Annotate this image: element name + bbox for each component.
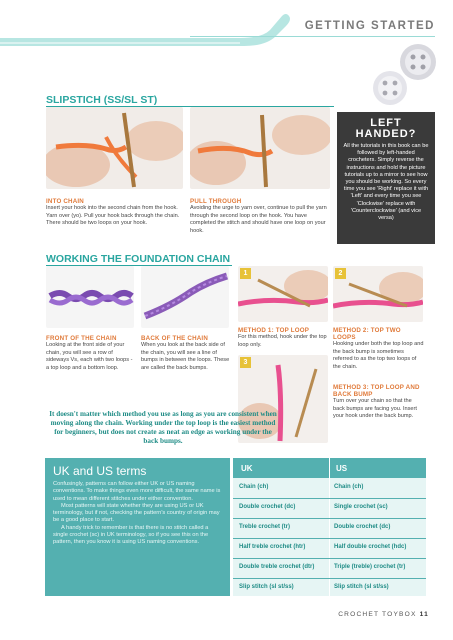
caption-body: Looking at the front side of your chain, you will see a row of sideways Vs, each with two loops - a top loop and a bottom loop. (46, 342, 133, 371)
step-body: Insert your hook into the second chain from the hook. Yarn over (yo). Pull your hook back through the chain. There should be two loops on your hook. (46, 205, 180, 227)
table-cell: Slip stitch (sl st/ss) (239, 584, 294, 590)
page-number: 11 (419, 611, 429, 618)
method-3-caption (333, 384, 425, 421)
table-cell: Chain (ch) (334, 484, 364, 490)
buttons-decoration (370, 40, 450, 120)
section-title-foundation: WORKING THE FOUNDATION CHAIN (46, 253, 231, 265)
caption-title: METHOD 2: TOP TWO LOOPS (333, 327, 401, 341)
photo-back-of-chain (141, 266, 229, 328)
photo-method-2 (333, 266, 423, 322)
panel-title: UK and US terms (53, 464, 147, 478)
method-1-caption (238, 327, 330, 349)
callout-body: All the tutorials in this book can be followed by left-handed crocheters. Simply reverse the instructions and hold the picture tutorials up to a mirror to see how you should be working. So every time you see 'Right' replace it with 'Left' and every time you see 'Clockwise' replace with 'Counterclockwise' (and vice versa) (343, 143, 429, 222)
photo-method-1 (238, 266, 328, 322)
table-cell: Triple (treble) crochet (tr) (334, 564, 406, 570)
method-number-badge: 1 (240, 268, 251, 279)
panel-paragraph: A handy trick to remember is that there is no stitch called a single crochet (sc) in UK terminology, so if you see this on the pattern, then you know it is using US naming conventions. (53, 524, 209, 546)
section-title-slipstitch: SLIPSTICH (SS/SL ST) (46, 94, 158, 106)
caption-title: FRONT OF THE CHAIN (46, 335, 117, 342)
table-cell: Double crochet (dc) (239, 504, 296, 510)
back-of-chain-caption (141, 335, 231, 372)
caption-title: METHOD 3: TOP LOOP AND BACK BUMP (333, 384, 420, 398)
method-number-badge: 3 (240, 357, 251, 368)
table-cell: Double treble crochet (dtr) (239, 564, 315, 570)
photo-into-chain (46, 107, 183, 189)
step-title: INTO CHAIN (46, 198, 84, 205)
caption-body: Turn over your chain so that the back bumps are facing you. Insert your hook under the back bump. (333, 398, 417, 420)
table-cell: Half treble crochet (htr) (239, 544, 306, 550)
step-pull-through (190, 198, 330, 235)
table-header-uk: UK (241, 464, 253, 473)
left-handed-callout (337, 112, 435, 244)
caption-body: For this method, hook under the top loop only. (238, 334, 327, 348)
footer-label: CROCHET TOYBOX (338, 611, 417, 618)
step-title: PULL THROUGH (190, 198, 242, 205)
row-divider (233, 558, 426, 559)
front-of-chain-caption (46, 335, 136, 372)
header-divider (190, 36, 435, 37)
row-divider (233, 578, 426, 579)
table-cell: Treble crochet (tr) (239, 524, 291, 530)
column-divider (329, 458, 330, 596)
step-body: Avoiding the urge to yarn over, continue to pull the yarn through the second loop on the hook. You have completed the stitch and should have one loop on your hook. (190, 205, 327, 234)
caption-body: When you look at the back side of the chain, you will see a line of bumps in between the loops. These are called the back bumps. (141, 342, 230, 371)
photo-front-of-chain (46, 266, 134, 328)
method-number-badge: 2 (335, 268, 346, 279)
caption-body: Hooking under both the top loop and the back bump is sometimes referred to as the top two loops of the chain. (333, 341, 424, 370)
row-divider (233, 538, 426, 539)
panel-paragraph: Confusingly, patterns can follow either UK or US naming conventions. To make things even more difficult, the same name is used to mean different stitches under either convention. (53, 481, 221, 502)
page-header-title: GETTING STARTED (304, 20, 435, 32)
table-cell: Slip stitch (sl st/ss) (334, 584, 389, 590)
caption-title: METHOD 1: TOP LOOP (238, 327, 310, 334)
callout-title-line2: HANDED? (355, 128, 417, 140)
panel-paragraph: Most patterns will state whether they are using US or UK terminology, but if not, checking the pattern's country of origin may be a good place to start. (53, 502, 220, 524)
table-cell: Single crochet (sc) (334, 504, 388, 510)
table-cell: Double crochet (dc) (334, 524, 391, 530)
photo-pull-through (190, 107, 330, 189)
row-divider (233, 498, 426, 499)
uk-us-terms-panel (45, 458, 230, 596)
row-divider (233, 518, 426, 519)
table-cell: Half double crochet (hdc) (334, 544, 407, 550)
caption-title: BACK OF THE CHAIN (141, 335, 208, 342)
terms-table (233, 458, 426, 596)
crochet-hook-illustration (0, 0, 300, 60)
method-2-caption (333, 327, 425, 371)
step-into-chain (46, 198, 184, 228)
page-footer (338, 611, 429, 618)
table-header-us: US (336, 464, 348, 473)
table-cell: Chain (ch) (239, 484, 269, 490)
callout-title-line1: LEFT (370, 117, 402, 129)
method-note: It doesn't matter which method you use as long as you are consistent when moving along the chain. Working under the top loop is the easiest method for beginners, but does not create as neat an edge as working under the back bumps. (49, 410, 277, 445)
